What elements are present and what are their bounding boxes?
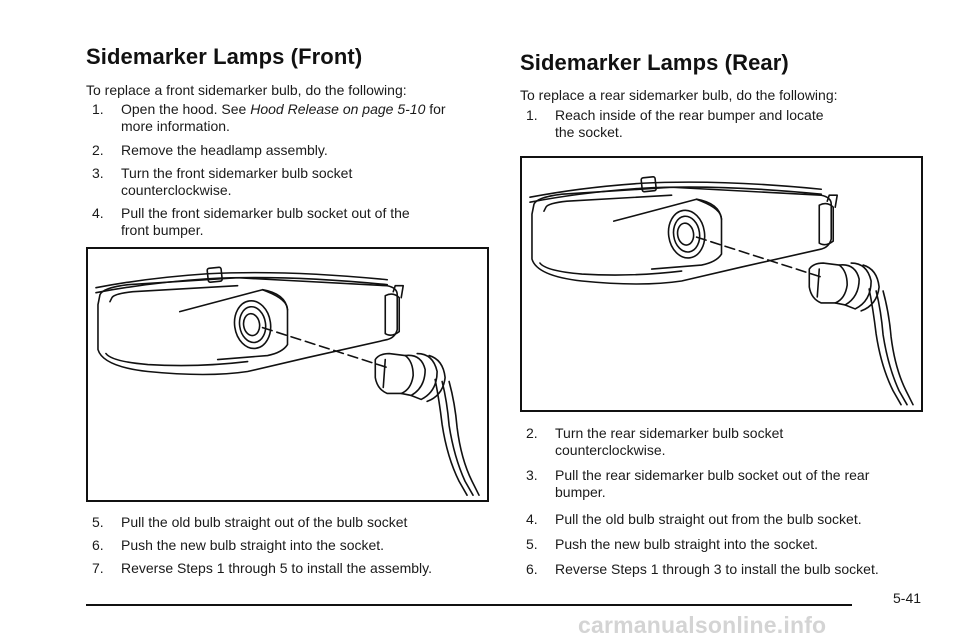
rear-step-5 [526,536,926,553]
step-text-line2: front bumper. [121,222,204,238]
step-text: Remove the headlamp assembly. [121,142,328,158]
sidemarker-socket-drawing [88,249,487,500]
step-text: Pull the front sidemarker bulb socket out of the [121,205,410,221]
step-number: 6. [526,561,538,577]
rear-step-6 [526,561,926,578]
step-number: 3. [92,165,104,181]
hood-release-reference[interactable]: Hood Release on page 5-10 [250,101,426,117]
step-number: 2. [92,142,104,158]
rear-sidemarker-illustration [520,156,923,412]
step-number: 4. [526,511,538,527]
rear-step-4 [526,511,926,528]
page-number: 5-41 [893,590,922,606]
step-text: Turn the rear sidemarker bulb socket [555,425,784,441]
step-text-line2: bumper. [555,484,606,500]
step-text: Reverse Steps 1 through 3 to install the bulb socket. [555,561,879,577]
front-step-3 [92,165,492,199]
step-text-line2: counterclockwise. [555,442,666,458]
rear-step-1 [526,107,926,141]
step-text-pre: Open the hood. See [121,101,251,117]
step-text: Pull the old bulb straight out from the bulb socket. [555,511,862,527]
front-section-heading: Sidemarker Lamps (Front) [86,44,363,69]
step-text: Pull the rear sidemarker bulb socket out of the rear [555,467,870,483]
front-sidemarker-illustration [86,247,489,502]
front-step-2 [92,142,492,159]
step-number: 3. [526,467,538,483]
front-step-7 [92,560,492,577]
watermark: carmanualsonline.info [578,612,827,638]
step-text: Pull the old bulb straight out of the bulb socket [121,514,408,530]
step-number: 4. [92,205,104,221]
step-number: 5. [526,536,538,552]
rear-intro: To replace a rear sidemarker bulb, do the following: [520,87,838,103]
front-step-5 [92,514,492,531]
front-step-4 [92,205,492,239]
step-text-line2: the socket. [555,124,623,140]
step-text-post: for [425,101,446,117]
step-text: Turn the front sidemarker bulb socket [121,165,353,181]
front-intro: To replace a front sidemarker bulb, do the following: [86,82,407,98]
step-number: 2. [526,425,538,441]
front-step-6 [92,537,492,554]
step-number: 1. [92,101,104,117]
step-number: 7. [92,560,104,576]
step-text [121,101,446,118]
step-number: 5. [92,514,104,530]
step-number: 1. [526,107,538,123]
sidemarker-socket-drawing [522,158,921,410]
step-text-line2: more information. [121,118,230,134]
rear-section-heading: Sidemarker Lamps (Rear) [520,50,789,75]
step-text: Push the new bulb straight into the socket. [555,536,819,552]
footer-rule [86,604,852,606]
front-step-1 [92,101,492,135]
step-number: 6. [92,537,104,553]
step-text-line2: counterclockwise. [121,182,232,198]
rear-step-3 [526,467,926,501]
step-text: Push the new bulb straight into the socket. [121,537,385,553]
step-text: Reverse Steps 1 through 5 to install the assembly. [121,560,433,576]
step-text: Reach inside of the rear bumper and locate [555,107,824,123]
rear-step-2 [526,425,926,459]
